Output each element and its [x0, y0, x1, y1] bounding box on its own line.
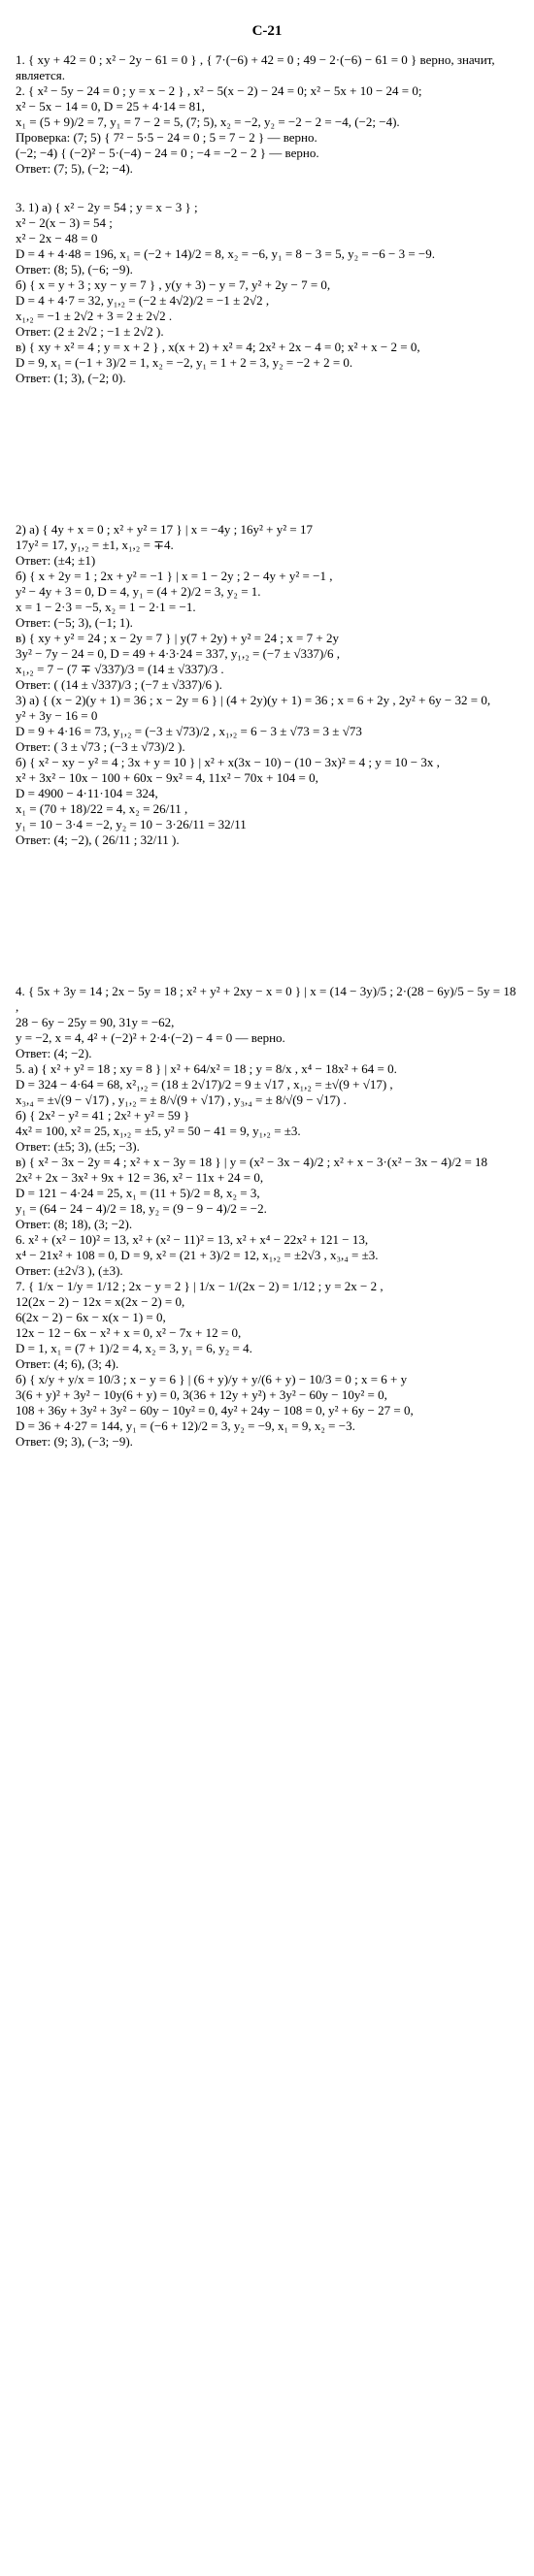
answer-line: Ответ: (−5; 3), (−1; 1).	[16, 615, 133, 630]
answer-line: Ответ: (±5; 3), (±5; −3).	[16, 1139, 140, 1154]
solution-line: 4. { 5x + 3y = 14 ; 2x − 5y = 18 ; x² + y² + 2xy − x = 0 } | x = (14 − 3y)/5 ; 2·(28 − 6y)/5 − 5y = 18 ,	[16, 984, 517, 1014]
solution-line: 2x² + 2x − 3x² + 9x + 12 = 36, x² − 11x + 24 = 0,	[16, 1170, 264, 1185]
solution-line: x = 1 − 2·3 = −5, x₂ = 1 − 2·1 = −1.	[16, 600, 196, 614]
solution-line: D = 121 − 4·24 = 25, x₁ = (11 + 5)/2 = 8, x₂ = 3,	[16, 1186, 260, 1200]
solution-line: Проверка: (7; 5) { 7² − 5·5 − 24 = 0 ; 5 = 7 − 2 } — верно.	[16, 130, 317, 145]
solution-line: б) { x + 2y = 1 ; 2x + y² = −1 } | x = 1 − 2y ; 2 − 4y + y² = −1 ,	[16, 569, 333, 583]
solution-line: 2) а) { 4y + x = 0 ; x² + y² = 17 } | x = −4y ; 16y² + y² = 17	[16, 522, 313, 537]
solution-line: в) { xy + y² = 24 ; x − 2y = 7 } | y(7 + 2y) + y² = 24 ; x = 7 + 2y	[16, 631, 339, 645]
section-gap	[16, 386, 518, 522]
solution-line: 7. { 1/x − 1/y = 1/12 ; 2x − y = 2 } | 1/x − 1/(2x − 2) = 1/12 ; y = 2x − 2 ,	[16, 1279, 384, 1293]
solution-line: D = 4900 − 4·11·104 = 324,	[16, 786, 158, 800]
solution-line: y = −2, x = 4, 4² + (−2)² + 2·4·(−2) − 4 = 0 — верно.	[16, 1030, 285, 1045]
solution-line: 4x² = 100, x² = 25, x₁,₂ = ±5, y² = 50 − 41 = 9, y₁,₂ = ±3.	[16, 1124, 301, 1138]
solution-line: 5. а) { x² + y² = 18 ; xy = 8 } | x² + 64/x² = 18 ; y = 8/x , x⁴ − 18x² + 64 = 0.	[16, 1061, 397, 1076]
answer-line: Ответ: (±2√3 ), (±3).	[16, 1263, 123, 1278]
solution-line: x₁,₂ = −1 ± 2√2 + 3 = 2 ± 2√2 .	[16, 309, 173, 323]
solution-line: б) { 2x² − y² = 41 ; 2x² + y² = 59 }	[16, 1108, 190, 1123]
solution-line: б) { x = y + 3 ; xy − y = 7 } , y(y + 3) − y = 7, y² + 2y − 7 = 0,	[16, 277, 331, 292]
solution-line: (−2; −4) { (−2)² − 5·(−4) − 24 = 0 ; −4 = −2 − 2 } — верно.	[16, 146, 319, 160]
solution-line: 6(2x − 2) − 6x − x(x − 1) = 0,	[16, 1310, 166, 1324]
answer-line: Ответ: (1; 3), (−2; 0).	[16, 371, 126, 385]
solution-line: 6. x² + (x² − 10)² = 13, x² + (x² − 11)² = 13, x² + x⁴ − 22x² + 121 − 13,	[16, 1232, 369, 1247]
solution-line: 28 − 6y − 25y = 90, 31y = −62,	[16, 1015, 175, 1029]
section-gap	[16, 848, 518, 984]
solution-line: 3. 1) а) { x² − 2y = 54 ; y = x − 3 } ;	[16, 200, 198, 214]
solution-line: 12x − 12 − 6x − x² + x = 0, x² − 7x + 12 = 0,	[16, 1325, 242, 1340]
solution-line: y² + 3y − 16 = 0	[16, 708, 98, 723]
solution-line: 108 + 36y + 3y² + 3y² − 60y − 10y² = 0, 4y² + 24y − 108 = 0, y² + 6y − 27 = 0,	[16, 1403, 414, 1418]
solution-line: 3y² − 7y − 24 = 0, D = 49 + 4·3·24 = 337, y₁,₂ = (−7 ± √337)/6 ,	[16, 646, 340, 661]
solution-line: x² − 5x − 14 = 0, D = 25 + 4·14 = 81,	[16, 99, 205, 114]
solution-line: x⁴ − 21x² + 108 = 0, D = 9, x² = (21 + 3)/2 = 12, x₁,₂ = ±2√3 , x₃,₄ = ±3.	[16, 1248, 379, 1262]
solution-line: x² − 2x − 48 = 0	[16, 231, 98, 245]
solution-line: D = 4 + 4·48 = 196, x₁ = (−2 + 14)/2 = 8, x₂ = −6, y₁ = 8 − 3 = 5, y₂ = −6 − 3 = −9.	[16, 246, 436, 261]
solution-line: в) { xy + x² = 4 ; y = x + 2 } , x(x + 2) + x² = 4; 2x² + 2x − 4 = 0; x² + x − 2 = 0,	[16, 340, 420, 354]
solution-line: D = 4 + 4·7 = 32, y₁,₂ = (−2 ± 4√2)/2 = −1 ± 2√2 ,	[16, 293, 270, 308]
page-title: С-21	[251, 23, 283, 39]
solution-line: 12(2x − 2) − 12x = x(2x − 2) = 0,	[16, 1294, 185, 1309]
answer-line: Ответ: (8; 18), (3; −2).	[16, 1217, 133, 1231]
solution-line: 2. { x² − 5y − 24 = 0 ; y = x − 2 } , x² − 5(x − 2) − 24 = 0; x² − 5x + 10 − 24 = 0;	[16, 83, 422, 98]
solution-line: x₃,₄ = ±√(9 − √17) , y₁,₂ = ± 8/√(9 + √17) , y₃,₄ = ± 8/√(9 − √17) .	[16, 1092, 347, 1107]
answer-line: Ответ: (9; 3), (−3; −9).	[16, 1434, 133, 1449]
answer-line: Ответ: (8; 5), (−6; −9).	[16, 262, 133, 277]
solution-line: x² − 2(x − 3) = 54 ;	[16, 215, 113, 230]
solution-line: в) { x² − 3x − 2y = 4 ; x² + x − 3y = 18 } | y = (x² − 3x − 4)/2 ; x² + x − 3·(x² − 3x − 4)/2 = 18	[16, 1155, 488, 1169]
solution-body	[16, 52, 518, 1450]
solution-line: D = 9, x₁ = (−1 + 3)/2 = 1, x₂ = −2, y₁ = 1 + 2 = 3, y₂ = −2 + 2 = 0.	[16, 355, 353, 370]
solution-line: y² − 4y + 3 = 0, D = 4, y₁ = (4 + 2)/2 = 3, y₂ = 1.	[16, 584, 261, 599]
solution-line: D = 1, x₁ = (7 + 1)/2 = 4, x₂ = 3, y₁ = 6, y₂ = 4.	[16, 1341, 252, 1355]
solution-line: x₁ = (70 + 18)/22 = 4, x₂ = 26/11 ,	[16, 801, 188, 816]
solution-line: 1. { xy + 42 = 0 ; x² − 2y − 61 = 0 } , { 7·(−6) + 42 = 0 ; 49 − 2·(−6) − 61 = 0 } верно, значит, является.	[16, 52, 495, 82]
answer-line: Ответ: (7; 5), (−2; −4).	[16, 161, 133, 176]
solution-line: б) { x² − xy − y² = 4 ; 3x + y = 10 } | x² + x(3x − 10) − (10 − 3x)² = 4 ; y = 10 − 3x ,	[16, 755, 440, 769]
solution-line: D = 36 + 4·27 = 144, y₁ = (−6 + 12)/2 = 3, y₂ = −9, x₁ = 9, x₂ = −3.	[16, 1418, 355, 1433]
solution-line: D = 9 + 4·16 = 73, y₁,₂ = (−3 ± √73)/2 , x₁,₂ = 6 − 3 ± √73 = 3 ± √73	[16, 724, 362, 738]
answer-line: Ответ: ( (14 ± √337)/3 ; (−7 ± √337)/6 ).	[16, 677, 222, 692]
answer-line: Ответ: ( 3 ± √73 ; (−3 ± √73)/2 ).	[16, 739, 185, 754]
section-gap	[16, 177, 518, 200]
solution-line: 3(6 + y)² + 3y² − 10y(6 + y) = 0, 3(36 + 12y + y²) + 3y² − 60y − 10y² = 0,	[16, 1387, 387, 1402]
answer-line: Ответ: (4; −2).	[16, 1046, 92, 1060]
solution-line: y₁ = 10 − 3·4 = −2, y₂ = 10 − 3·26/11 = 32/11	[16, 817, 247, 831]
solution-line: 17y² = 17, y₁,₂ = ±1, x₁,₂ = ∓4.	[16, 538, 174, 552]
solution-line: x₁,₂ = 7 − (7 ∓ √337)/3 = (14 ± √337)/3 .	[16, 662, 224, 676]
answer-line: Ответ: (±4; ±1)	[16, 553, 96, 568]
solution-line: б) { x/y + y/x = 10/3 ; x − y = 6 } | (6 + y)/y + y/(6 + y) − 10/3 = 0 ; x = 6 + y	[16, 1372, 408, 1386]
answer-line: Ответ: (2 ± 2√2 ; −1 ± 2√2 ).	[16, 324, 164, 339]
solution-line: x² + 3x² − 10x − 100 + 60x − 9x² = 4, 11x² − 70x + 104 = 0,	[16, 770, 318, 785]
answer-line: Ответ: (4; −2), ( 26/11 ; 32/11 ).	[16, 832, 180, 847]
solution-line: D = 324 − 4·64 = 68, x²₁,₂ = (18 ± 2√17)/2 = 9 ± √17 , x₁,₂ = ±√(9 + √17) ,	[16, 1077, 393, 1092]
solution-line: x₁ = (5 + 9)/2 = 7, y₁ = 7 − 2 = 5, (7; 5), x₂ = −2, y₂ = −2 − 2 = −4, (−2; −4).	[16, 114, 400, 129]
answer-line: Ответ: (4; 6), (3; 4).	[16, 1356, 119, 1371]
solution-line: y₁ = (64 − 24 − 4)/2 = 18, y₂ = (9 − 9 − 4)/2 = −2.	[16, 1201, 267, 1216]
solution-line: 3) а) { (x − 2)(y + 1) = 36 ; x − 2y = 6 } | (4 + 2y)(y + 1) = 36 ; x = 6 + 2y , 2y² + 6y − 32 = 0,	[16, 693, 491, 707]
